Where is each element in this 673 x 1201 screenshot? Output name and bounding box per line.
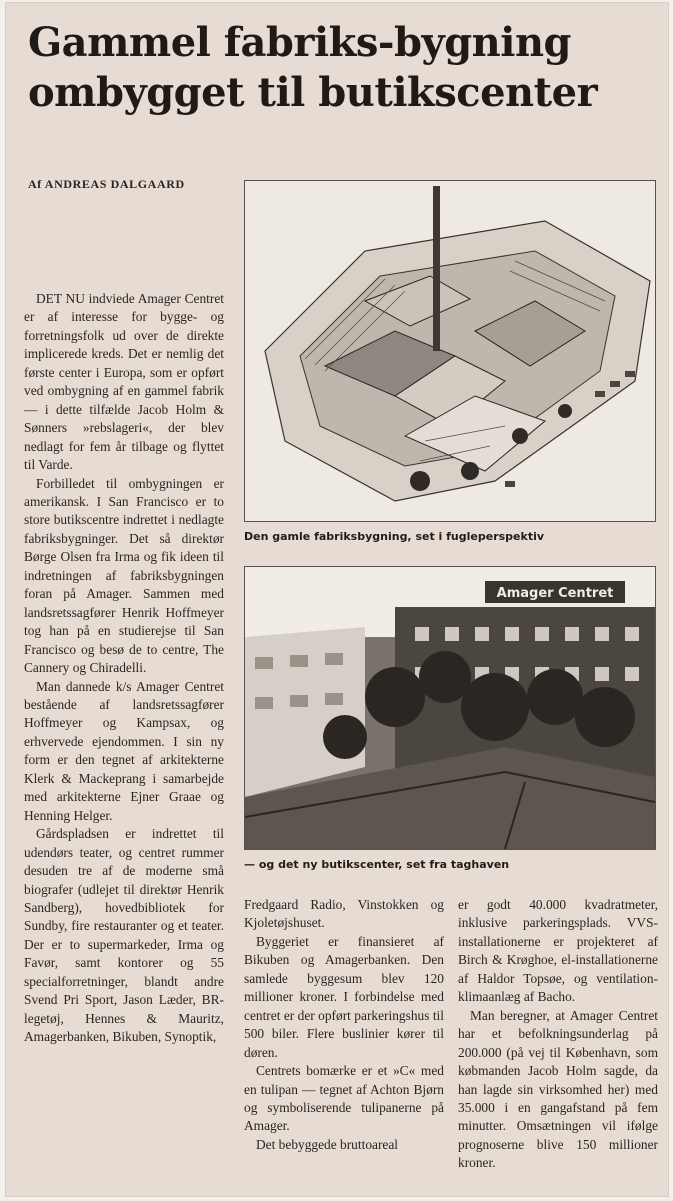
factory-building-illustration-icon	[244, 180, 656, 522]
paragraph: Fredgaard Radio, Vinstokken og Kjoletøjshuset.	[244, 897, 444, 931]
amager-centret-sign: Amager Centret	[496, 586, 614, 601]
paragraph: er godt 40.000 kvadratmeter, inklusive parkeringsplads. VVS-installationerne er projekteret af Birch & Krøghoe, el-installationerne af Haldor Topsøe, og ventilation-klimaanlæg af Bacho.	[458, 897, 658, 1005]
paragraph: Forbilledet til ombygningen er amerikansk. I San Francisco er to store butikscentre indrettet i nedlagte fabriksbygninger. Det så direktør Børge Olsen fra Irma og fik ideen til indretningen af fabriksbygningen foran på Amager. Sammen med landsretssagfører Henrik Hoffmeyer tog han på en studierejse til San Francisco og besø de to centre, The Cannery og Chiradelli.	[24, 475, 224, 676]
paragraph: Gårdspladsen er indrettet til udendørs teater, og centret rummer desuden tre af de moderne små biografer (udlejet til direktør Henrik Sandberg), hovedbibliotek for Sundby, fire restauranter og et teater. Der er to supermarkeder, Irma og Favør, samt kontorer og 55 specialforretninger, blandt andre Svend Pri Sport, Jason Læder, BR-legetøj, Hennes & Mauritz, Amagerbanken, Bikuben, Synoptik,	[24, 826, 224, 1045]
headline-line-2: ombygget til butikscenter	[28, 69, 598, 116]
paragraph: Byggeriet er finansieret af Bikuben og Amagerbanken. Den samlede byggesum blev 120 millioner kroner. I forbindelse med centret er der opført parkeringshus til 500 biler. Flere buslinier kører til døren.	[244, 933, 444, 1060]
headline	[28, 18, 668, 118]
article-column-3	[458, 896, 658, 1173]
article-column-1	[24, 290, 224, 1047]
photo-caption-2: — og det ny butikscenter, set fra taghaven	[244, 858, 510, 871]
paragraph: Man beregner, at Amager Centret har et befolkningsunderlag på 200.000 (på vej til København, som købmanden Jacob Holm sagde, da han lagde sin virksomhed her) med 35.000 i en gangafstand på fem minutter. Omsætningen vil ifølge prognoserne blive 150 millioner kroner.	[458, 1007, 658, 1171]
byline: Af ANDREAS DALGAARD	[28, 177, 185, 191]
paragraph: Man dannede k/s Amager Centret bestående af landsretssagfører Hoffmeyer og Kampsax, og erhvervede ejendommen. I sin ny form er den tegnet af arkitekterne Klerk & Mackeprang i samarbejde med arkitekterne Ejner Graae og Henning Helger.	[24, 678, 224, 823]
headline-line-1: Gammel fabriks-bygning	[28, 19, 572, 66]
paragraph: DET NU indviede Amager Centret er af interesse for bygge- og forretningsfolk ud over de direkte implicerede kreds. Det er nemlig det første center i Europa, som er opført ved ombygning af en gammel fabrik — i dette tilfælde Jacob Holm & Sønners »rebslageri«, der blev nedlagt for fem år tilbage og flyttet til Varde.	[24, 291, 224, 473]
paragraph: Centrets bomærke er et »C« med en tulipan — tegnet af Achton Bjørn og symboliserende tulipanerne på Amager.	[244, 1063, 444, 1134]
article-column-2	[244, 896, 444, 1154]
paragraph: Det bebyggede bruttoareal	[256, 1136, 399, 1152]
shopping-center-photo-icon	[244, 566, 656, 850]
photo-caption-1: Den gamle fabriksbygning, set i fugleperspektiv	[244, 530, 545, 543]
